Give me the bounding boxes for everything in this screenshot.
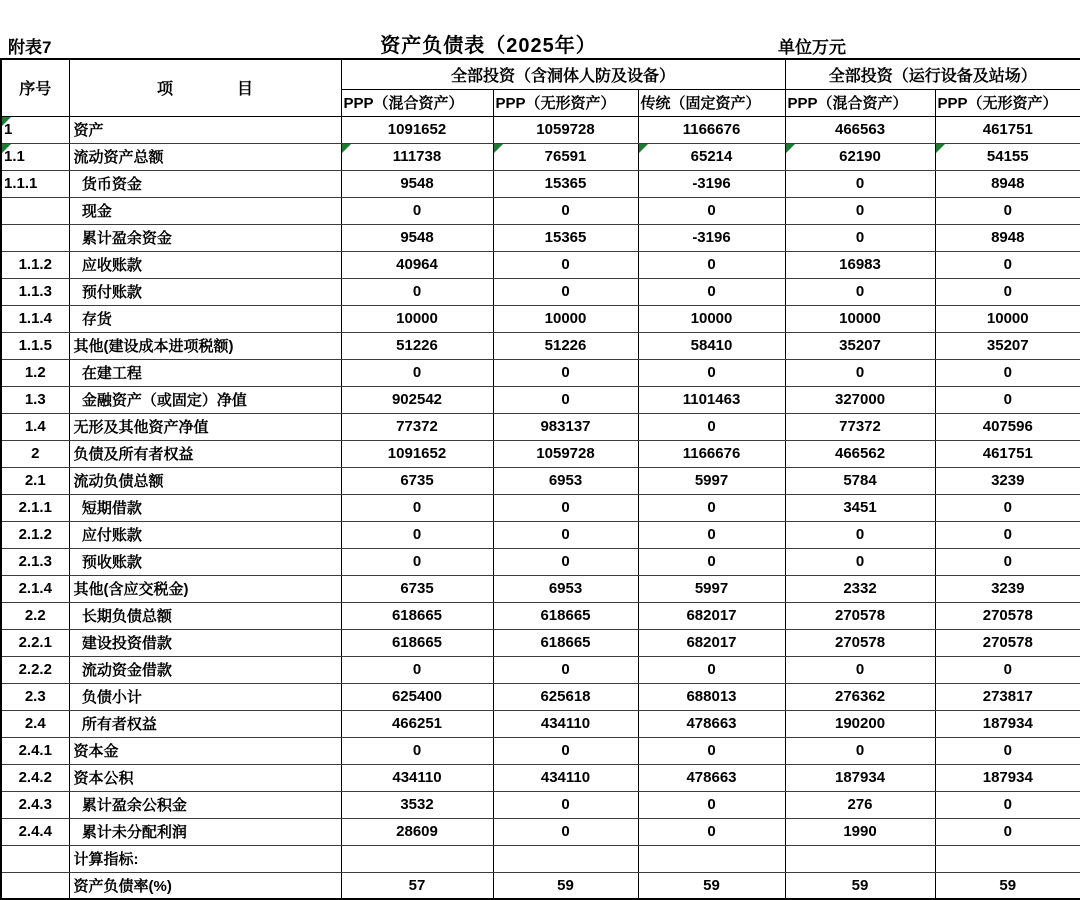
sn-cell[interactable]: 2.1.3 [1,548,69,575]
value-cell[interactable] [341,845,493,872]
value-cell[interactable]: 2332 [785,575,935,602]
value-cell[interactable]: 0 [935,197,1080,224]
error-indicator-icon [2,117,11,126]
value-cell[interactable]: 3239 [935,467,1080,494]
value-cell[interactable]: 0 [785,224,935,251]
value-cell[interactable]: 688013 [638,683,785,710]
item-cell[interactable]: 长期负债总额 [69,602,341,629]
value-cell[interactable]: 434110 [493,710,638,737]
item-cell[interactable]: 应收账款 [69,251,341,278]
value-cell[interactable]: 8948 [935,224,1080,251]
table-row [1,359,1080,386]
table-row [1,548,1080,575]
value-cell[interactable]: 0 [638,818,785,845]
sn-cell[interactable]: 2.1 [1,467,69,494]
value-cell[interactable]: 6735 [341,467,493,494]
header-col-traditional-fixed: 传统（固定资产） [638,89,785,116]
value-cell[interactable]: 5784 [785,467,935,494]
value-cell[interactable]: 273817 [935,683,1080,710]
item-cell[interactable]: 在建工程 [69,359,341,386]
unit-label: 单位万元 [778,38,846,57]
item-cell[interactable]: 资产 [69,116,341,143]
value-cell[interactable]: 0 [493,791,638,818]
item-cell[interactable]: 负债及所有者权益 [69,440,341,467]
value-cell[interactable]: 10000 [935,305,1080,332]
table-row [1,305,1080,332]
sheet-label: 附表7 [8,38,52,57]
value-cell[interactable]: 0 [341,197,493,224]
sn-cell[interactable]: 2 [1,440,69,467]
item-cell[interactable]: 负债小计 [69,683,341,710]
value-cell[interactable]: 57 [341,872,493,899]
table-row [1,845,1080,872]
value-cell[interactable]: 0 [785,737,935,764]
value-cell[interactable]: 618665 [341,629,493,656]
value-cell[interactable]: 62190 [785,143,935,170]
sn-cell[interactable]: 2.2.1 [1,629,69,656]
value-cell[interactable]: 0 [493,548,638,575]
value-cell[interactable] [493,845,638,872]
item-cell[interactable]: 存货 [69,305,341,332]
sn-cell[interactable]: 1.1.2 [1,251,69,278]
error-indicator-icon [494,144,503,153]
balance-sheet-table [0,58,1080,900]
table-row [1,251,1080,278]
page-title: 资产负债表（2025年） [380,35,597,57]
value-cell[interactable]: 0 [493,737,638,764]
value-cell[interactable]: 407596 [935,413,1080,440]
value-cell[interactable]: -3196 [638,224,785,251]
header-group-investment-operation: 全部投资（运行设备及站场） [785,59,1080,89]
sn-cell[interactable]: 2.1.1 [1,494,69,521]
table-row [1,656,1080,683]
sn-cell[interactable]: 1.1.1 [1,170,69,197]
table-row [1,224,1080,251]
value-cell[interactable]: 434110 [341,764,493,791]
item-cell[interactable]: 货币资金 [69,170,341,197]
value-cell[interactable]: 0 [638,197,785,224]
value-cell[interactable]: 59 [935,872,1080,899]
value-cell[interactable]: 0 [935,737,1080,764]
value-cell[interactable] [785,845,935,872]
table-row [1,575,1080,602]
error-indicator-icon [639,144,648,153]
value-cell[interactable]: 0 [341,521,493,548]
item-cell[interactable]: 累计盈余资金 [69,224,341,251]
sn-cell[interactable]: 1.4 [1,413,69,440]
header-col-ppp-mixed-1: PPP（混合资产） [341,89,493,116]
value-cell[interactable]: 0 [785,656,935,683]
value-cell[interactable]: 461751 [935,116,1080,143]
value-cell[interactable]: 1059728 [493,116,638,143]
table-row [1,278,1080,305]
sn-cell[interactable]: 2.4.4 [1,818,69,845]
table-row [1,629,1080,656]
sn-cell[interactable]: 2.2 [1,602,69,629]
table-row [1,116,1080,143]
value-cell[interactable]: 6953 [493,575,638,602]
value-cell[interactable]: 5997 [638,575,785,602]
value-cell[interactable]: 0 [785,278,935,305]
value-cell[interactable]: 0 [935,521,1080,548]
error-indicator-icon [936,144,945,153]
table-row [1,332,1080,359]
value-cell[interactable]: 187934 [935,764,1080,791]
header-col-ppp-intangible-2: PPP（无形资产） [935,89,1080,116]
value-cell[interactable]: 902542 [341,386,493,413]
error-indicator-icon [786,144,795,153]
value-cell[interactable]: 8948 [935,170,1080,197]
value-cell[interactable]: 0 [785,359,935,386]
value-cell[interactable]: 466563 [785,116,935,143]
value-cell[interactable]: 682017 [638,629,785,656]
value-cell[interactable]: 0 [785,548,935,575]
value-cell[interactable]: 0 [638,278,785,305]
value-cell[interactable]: 1166676 [638,440,785,467]
value-cell[interactable]: 0 [493,386,638,413]
sn-cell[interactable]: 2.4.3 [1,791,69,818]
sn-cell[interactable]: 2.4.2 [1,764,69,791]
header-item: 项 目 [69,59,341,116]
table-body [1,116,1080,899]
value-cell[interactable]: 0 [493,197,638,224]
item-cell[interactable]: 现金 [69,197,341,224]
item-cell[interactable]: 预收账款 [69,548,341,575]
item-cell[interactable]: 金融资产（或固定）净值 [69,386,341,413]
value-cell[interactable] [935,845,1080,872]
value-cell[interactable]: 0 [935,494,1080,521]
value-cell[interactable]: 461751 [935,440,1080,467]
value-cell[interactable]: -3196 [638,170,785,197]
value-cell[interactable]: 1101463 [638,386,785,413]
value-cell[interactable]: 983137 [493,413,638,440]
value-cell[interactable]: 1059728 [493,440,638,467]
value-cell[interactable]: 76591 [493,143,638,170]
sn-cell[interactable]: 2.3 [1,683,69,710]
error-indicator-icon [342,144,351,153]
item-cell[interactable]: 应付账款 [69,521,341,548]
value-cell[interactable]: 0 [935,548,1080,575]
value-cell[interactable]: 1091652 [341,116,493,143]
value-cell[interactable]: 0 [493,494,638,521]
sn-cell[interactable] [1,872,69,899]
value-cell[interactable]: 58410 [638,332,785,359]
value-cell[interactable]: 0 [341,656,493,683]
value-cell[interactable]: 1166676 [638,116,785,143]
table-row [1,764,1080,791]
item-cell[interactable]: 资本公积 [69,764,341,791]
value-cell[interactable]: 478663 [638,764,785,791]
value-cell[interactable]: 0 [493,818,638,845]
table-row [1,386,1080,413]
value-cell[interactable]: 59 [785,872,935,899]
value-cell[interactable]: 3451 [785,494,935,521]
value-cell[interactable]: 0 [493,521,638,548]
item-cell[interactable]: 流动资金借款 [69,656,341,683]
value-cell[interactable]: 0 [935,278,1080,305]
value-cell[interactable]: 35207 [785,332,935,359]
item-cell[interactable]: 短期借款 [69,494,341,521]
sn-cell[interactable]: 2.4.1 [1,737,69,764]
table-row [1,683,1080,710]
value-cell[interactable]: 10000 [638,305,785,332]
value-cell[interactable]: 682017 [638,602,785,629]
table-row [1,737,1080,764]
sn-cell[interactable] [1,197,69,224]
item-cell[interactable]: 预付账款 [69,278,341,305]
value-cell[interactable]: 10000 [341,305,493,332]
table-row [1,197,1080,224]
value-cell[interactable]: 0 [785,521,935,548]
value-cell[interactable]: 0 [493,359,638,386]
value-cell[interactable]: 0 [785,170,935,197]
value-cell[interactable]: 276362 [785,683,935,710]
value-cell[interactable]: 51226 [341,332,493,359]
value-cell[interactable]: 65214 [638,143,785,170]
sn-cell[interactable]: 1.2 [1,359,69,386]
value-cell[interactable]: 0 [341,494,493,521]
value-cell[interactable]: 0 [935,818,1080,845]
value-cell[interactable]: 1990 [785,818,935,845]
value-cell[interactable]: 3532 [341,791,493,818]
header-group-investment-cavern: 全部投资（含洞体人防及设备） [341,59,785,89]
value-cell[interactable]: 35207 [935,332,1080,359]
value-cell[interactable]: 187934 [935,710,1080,737]
value-cell[interactable]: 111738 [341,143,493,170]
value-cell[interactable]: 0 [341,359,493,386]
item-cell[interactable]: 累计未分配利润 [69,818,341,845]
value-cell[interactable]: 0 [638,656,785,683]
value-cell[interactable]: 0 [341,548,493,575]
sn-cell[interactable] [1,224,69,251]
value-cell[interactable]: 5997 [638,467,785,494]
value-cell[interactable]: 0 [785,197,935,224]
value-cell[interactable]: 6953 [493,467,638,494]
value-cell[interactable]: 270578 [785,602,935,629]
value-cell[interactable]: 327000 [785,386,935,413]
value-cell[interactable]: 77372 [785,413,935,440]
sn-cell[interactable]: 1.1 [1,143,69,170]
item-cell[interactable]: 资产负债率(%) [69,872,341,899]
value-cell[interactable]: 0 [935,656,1080,683]
value-cell[interactable]: 28609 [341,818,493,845]
value-cell[interactable]: 618665 [341,602,493,629]
value-cell[interactable]: 276 [785,791,935,818]
value-cell[interactable]: 434110 [493,764,638,791]
value-cell[interactable]: 0 [638,548,785,575]
value-cell[interactable]: 0 [493,656,638,683]
table-row [1,602,1080,629]
top-bar [0,0,1080,58]
item-cell[interactable]: 其他(建设成本进项税额) [69,332,341,359]
table-row [1,440,1080,467]
item-cell[interactable]: 流动负债总额 [69,467,341,494]
value-cell[interactable] [638,845,785,872]
value-cell[interactable]: 466562 [785,440,935,467]
value-cell[interactable]: 0 [935,359,1080,386]
value-cell[interactable]: 0 [638,251,785,278]
item-cell[interactable]: 累计盈余公积金 [69,791,341,818]
value-cell[interactable]: 270578 [935,602,1080,629]
sn-cell[interactable] [1,845,69,872]
table-row [1,521,1080,548]
header-group-row [1,59,1080,89]
value-cell[interactable]: 9548 [341,170,493,197]
item-cell[interactable]: 建设投资借款 [69,629,341,656]
value-cell[interactable]: 0 [638,359,785,386]
item-cell[interactable]: 其他(含应交税金) [69,575,341,602]
header-col-ppp-mixed-2: PPP（混合资产） [785,89,935,116]
value-cell[interactable]: 0 [638,521,785,548]
header-col-ppp-intangible-1: PPP（无形资产） [493,89,638,116]
value-cell[interactable]: 15365 [493,224,638,251]
value-cell[interactable]: 0 [493,278,638,305]
sn-cell[interactable]: 1.1.5 [1,332,69,359]
header-sn: 序号 [1,59,69,116]
value-cell[interactable]: 190200 [785,710,935,737]
table-row [1,710,1080,737]
item-cell[interactable]: 计算指标: [69,845,341,872]
value-cell[interactable]: 0 [638,494,785,521]
value-cell[interactable]: 0 [638,737,785,764]
sn-cell[interactable]: 2.2.2 [1,656,69,683]
value-cell[interactable]: 0 [935,791,1080,818]
error-indicator-icon [2,144,11,153]
table-row [1,467,1080,494]
value-cell[interactable]: 77372 [341,413,493,440]
value-cell[interactable]: 40964 [341,251,493,278]
value-cell[interactable]: 10000 [785,305,935,332]
value-cell[interactable]: 0 [638,791,785,818]
value-cell[interactable]: 54155 [935,143,1080,170]
value-cell[interactable]: 9548 [341,224,493,251]
value-cell[interactable]: 59 [493,872,638,899]
value-cell[interactable]: 466251 [341,710,493,737]
sn-cell[interactable]: 1.1.3 [1,278,69,305]
value-cell[interactable]: 10000 [493,305,638,332]
value-cell[interactable]: 6735 [341,575,493,602]
value-cell[interactable]: 1091652 [341,440,493,467]
sn-cell[interactable]: 2.1.4 [1,575,69,602]
value-cell[interactable]: 618665 [493,602,638,629]
table-row [1,872,1080,899]
item-cell[interactable]: 所有者权益 [69,710,341,737]
value-cell[interactable]: 625400 [341,683,493,710]
value-cell[interactable]: 270578 [935,629,1080,656]
value-cell[interactable]: 478663 [638,710,785,737]
item-cell[interactable]: 流动资产总额 [69,143,341,170]
value-cell[interactable]: 187934 [785,764,935,791]
value-cell[interactable]: 0 [493,251,638,278]
value-cell[interactable]: 51226 [493,332,638,359]
value-cell[interactable]: 625618 [493,683,638,710]
value-cell[interactable]: 59 [638,872,785,899]
sn-cell[interactable]: 2.1.2 [1,521,69,548]
value-cell[interactable]: 0 [935,386,1080,413]
table-row [1,143,1080,170]
value-cell[interactable]: 270578 [785,629,935,656]
table-row [1,413,1080,440]
table-row [1,818,1080,845]
item-cell[interactable]: 资本金 [69,737,341,764]
table-row [1,494,1080,521]
value-cell[interactable]: 618665 [493,629,638,656]
sn-cell[interactable]: 1 [1,116,69,143]
value-cell[interactable]: 0 [341,278,493,305]
sn-cell[interactable]: 1.3 [1,386,69,413]
value-cell[interactable]: 0 [638,413,785,440]
value-cell[interactable]: 15365 [493,170,638,197]
table-row [1,170,1080,197]
value-cell[interactable]: 16983 [785,251,935,278]
item-cell[interactable]: 无形及其他资产净值 [69,413,341,440]
sn-cell[interactable]: 2.4 [1,710,69,737]
value-cell[interactable]: 3239 [935,575,1080,602]
table-row [1,791,1080,818]
value-cell[interactable]: 0 [935,251,1080,278]
sn-cell[interactable]: 1.1.4 [1,305,69,332]
value-cell[interactable]: 0 [341,737,493,764]
